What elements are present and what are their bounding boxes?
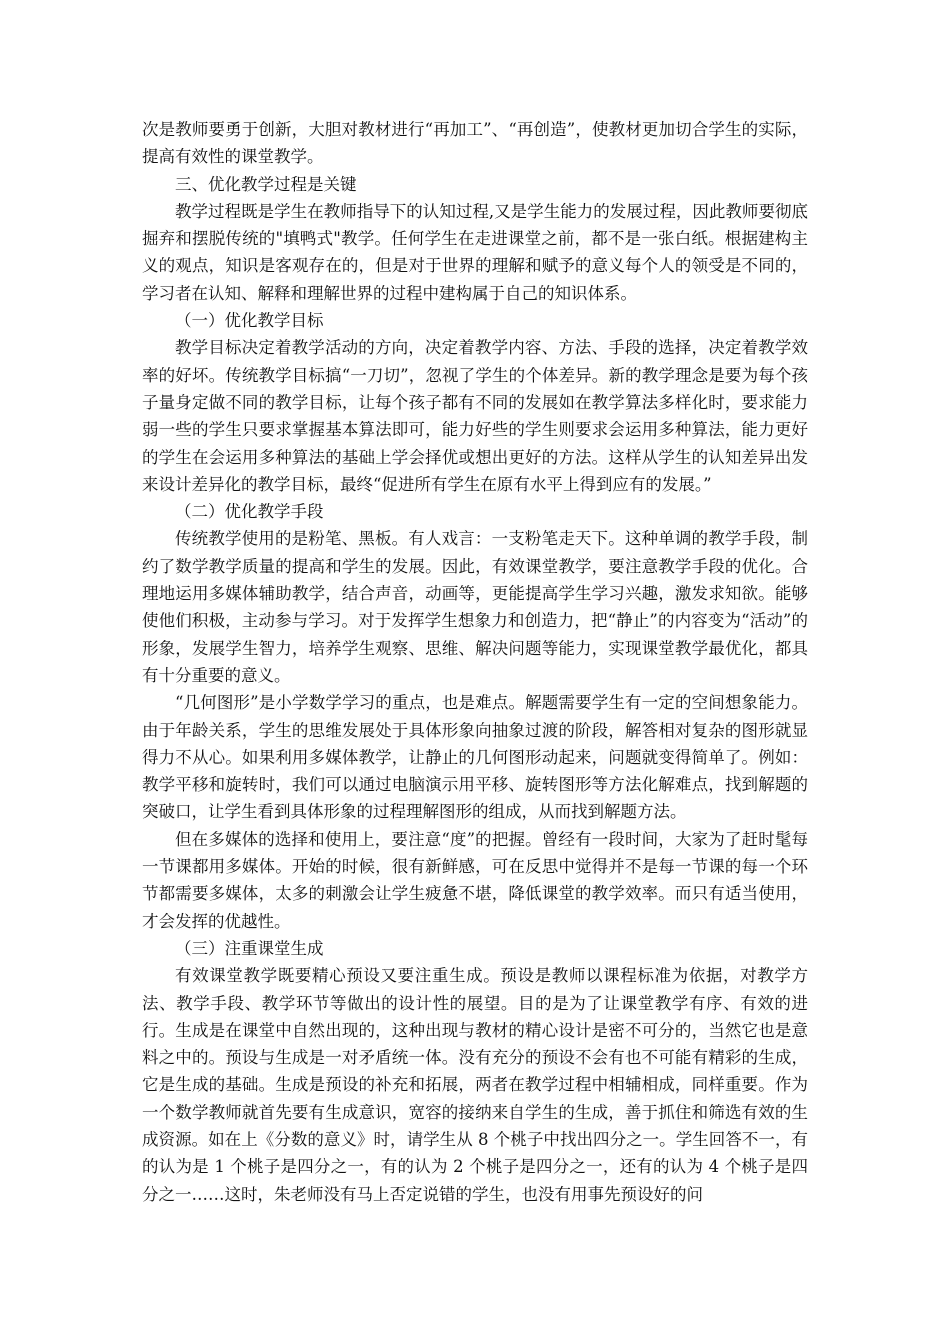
- subheading-classroom-generation: （三）注重课堂生成: [175, 938, 324, 958]
- section-heading-3: 三、优化教学过程是关键: [175, 174, 357, 194]
- paragraph-continuation: 次是教师要勇于创新，大胆对教材进行“再加工”、“再创造”，使教材更加切合学生的实际，提高有效性的课堂教学。: [142, 120, 808, 167]
- paragraph-multimedia-degree: 但在多媒体的选择和使用上，要注意“度”的把握。曾经有一段时间，大家为了赶时髦每一节课都用多媒体。开始的时候，很有新鲜感，可在反思中觉得并不是每一节课的每一个环节都需要多媒体，太多的刺激会让学生疲惫不堪，降低课堂的教学效率。而只有适当使用，才会发挥的优越性。: [142, 829, 808, 931]
- document-page: [142, 116, 808, 1208]
- subheading-optimize-goals: （一）优化教学目标: [175, 311, 324, 331]
- paragraph-geometry: “几何图形”是小学数学学习的重点，也是难点。解题需要学生有一定的空间想象能力。由于年龄关系，学生的思维发展处于具体形象向抽象过渡的阶段，解答相对复杂的图形就显得力不从心。如果利用多媒体教学，让静止的几何图形动起来，问题就变得简单了。例如：教学平移和旋转时，我们可以通过电脑演示用平移、旋转图形等方法化解难点，找到解题的突破口，让学生看到具体形象的过程理解图形的组成，从而找到解题方法。: [142, 693, 808, 822]
- paragraph-classroom-generation: 有效课堂教学既要精心预设又要注重生成。预设是教师以课程标准为依据，对教学方法、教学手段、教学环节等做出的设计性的展望。目的是为了让课堂教学有序、有效的进行。生成是在课堂中自然出现的，这种出现与教材的精心设计是密不可分的，当然它也是意料之中的。预设与生成是一对矛盾统一体。没有充分的预设不会有也不可能有精彩的生成，它是生成的基础。生成是预设的补充和拓展，两者在教学过程中相辅相成，同样重要。作为一个数学教师就首先要有生成意识，宽容的接纳来自学生的生成，善于抓住和筛选有效的生成资源。如在上《分数的意义》时，请学生从 8 个桃子中找出四分之一。学生回答不一，有的认为是 1 个桃子是四分之一，有的认为 2 个桃子是四分之一，还有的认为 4 个桃子是四分之一……这时，朱老师没有马上否定说错的学生，也没有用事先预设好的问: [142, 966, 808, 1204]
- paragraph-teaching-goals: 教学目标决定着教学活动的方向，决定着教学内容、方法、手段的选择，决定着教学效率的好坏。传统教学目标搞“一刀切”，忽视了学生的个体差异。新的教学理念是要为每个孩子量身定做不同的教学目标，让每个孩子都有不同的发展如在教学算法多样化时，要求能力弱一些的学生只要求掌握基本算法即可，能力好些的学生则要求会运用多种算法，能力更好的学生在会运用多种算法的基础上学会择优或想出更好的方法。这样从学生的认知差异出发来设计差异化的教学目标，最终“促进所有学生在原有水平上得到应有的发展。”: [142, 338, 808, 494]
- paragraph-teaching-means: 传统教学使用的是粉笔、黑板。有人戏言：一支粉笔走天下。这种单调的教学手段，制约了数学教学质量的提高和学生的发展。因此，有效课堂教学，要注意教学手段的优化。合理地运用多媒体辅助教学，结合声音，动画等，更能提高学生学习兴趣，激发求知欲。能够使他们积极，主动参与学习。对于发挥学生想象力和创造力，把“静止”的内容变为“活动”的形象，发展学生智力，培养学生观察、思维、解决问题等能力，实现课堂教学最优化，都具有十分重要的意义。: [142, 529, 808, 685]
- subheading-optimize-means: （二）优化教学手段: [175, 502, 324, 522]
- paragraph-teaching-process: 教学过程既是学生在教师指导下的认知过程,又是学生能力的发展过程，因此教师要彻底掘弃和摆脱传统的"填鸭式"教学。任何学生在走进课堂之前，都不是一张白纸。根据建构主义的观点，知识是客观存在的，但是对于世界的理解和赋予的意义每个人的领受是不同的，学习者在认知、解释和理解世界的过程中建构属于自己的知识体系。: [142, 201, 808, 303]
